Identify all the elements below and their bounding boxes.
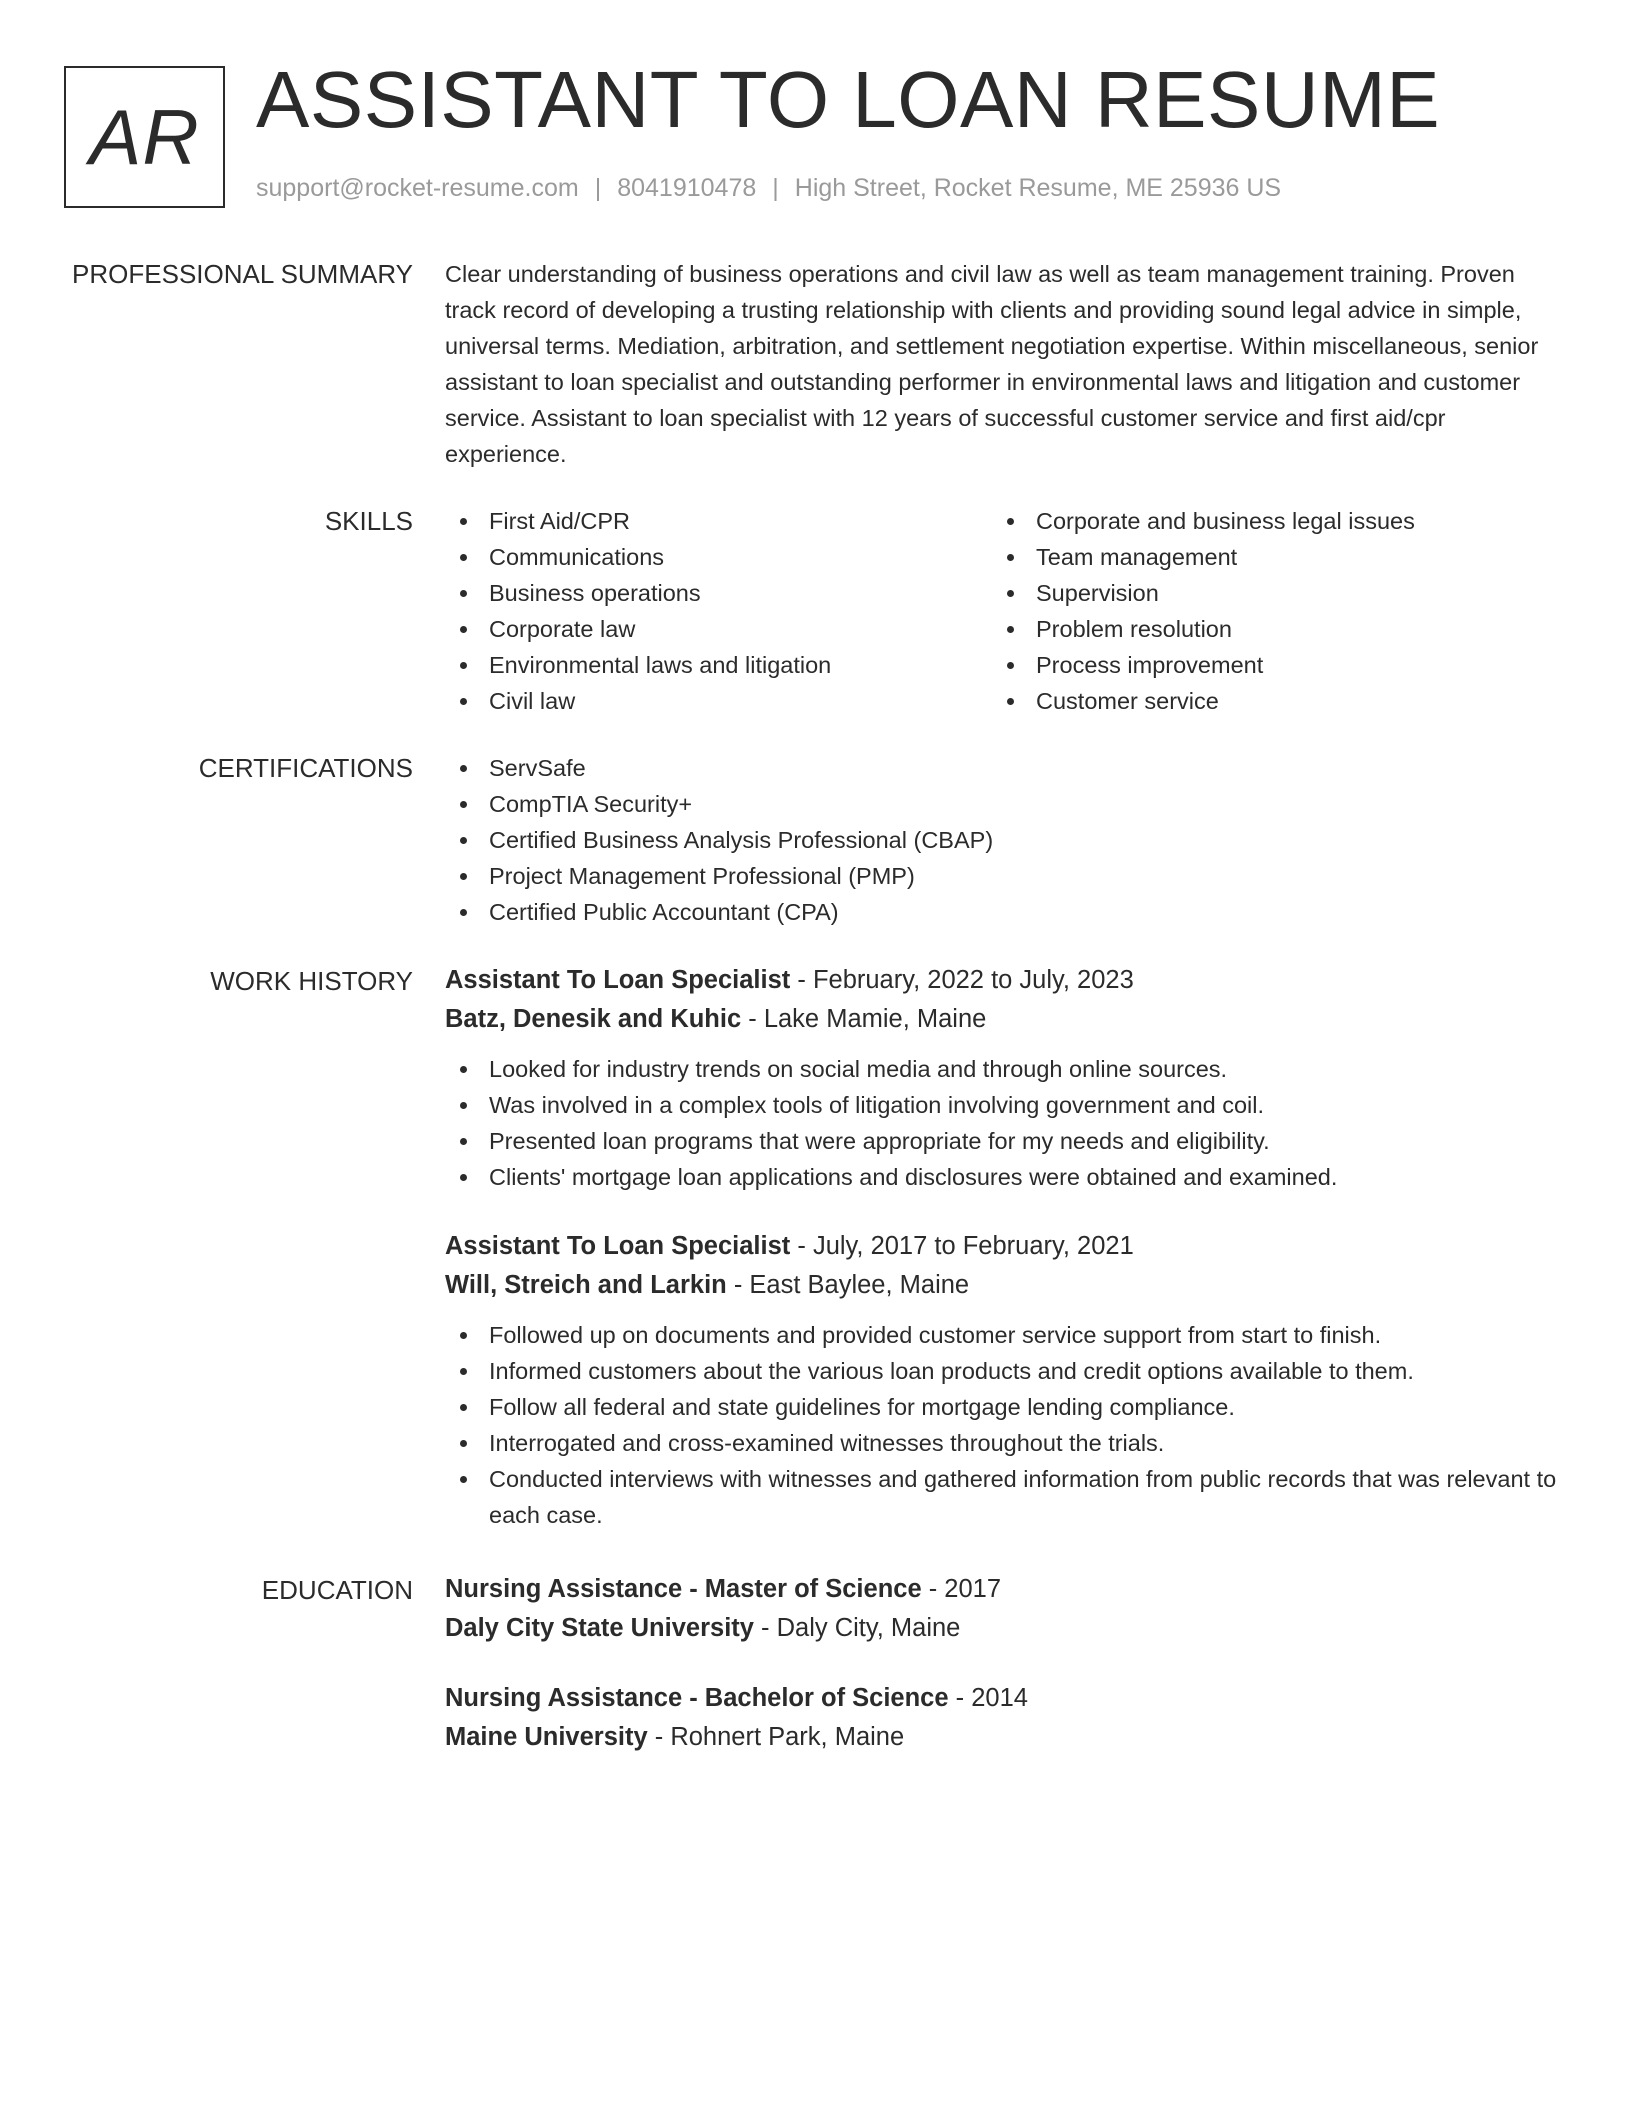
- degree-line: [445, 1570, 1565, 1609]
- job-title-line: [445, 961, 1565, 1000]
- job-title: Assistant To Loan Specialist: [445, 966, 791, 994]
- job-duty: Followed up on documents and provided customer service support from start to finish.: [445, 1317, 1565, 1353]
- skill-item: Business operations: [445, 575, 992, 611]
- job-location: - East Baylee, Maine: [726, 1271, 970, 1299]
- skill-item: Corporate law: [445, 611, 992, 647]
- job-duty: Conducted interviews with witnesses and gathered information from public records that was relevant to each case.: [445, 1461, 1565, 1533]
- skill-item: First Aid/CPR: [445, 503, 992, 539]
- skill-item: Process improvement: [992, 647, 1539, 683]
- degree: Nursing Assistance - Master of Science: [445, 1575, 922, 1603]
- skill-item: Problem resolution: [992, 611, 1539, 647]
- school: Maine University: [445, 1723, 648, 1751]
- skill-item: Communications: [445, 539, 992, 575]
- certification-item: Certified Business Analysis Professional (CBAP): [445, 822, 1565, 858]
- degree: Nursing Assistance - Bachelor of Science: [445, 1684, 949, 1712]
- certification-item: ServSafe: [445, 750, 1565, 786]
- school-location: - Daly City, Maine: [753, 1614, 961, 1642]
- job-company: Batz, Denesik and Kuhic: [445, 1005, 742, 1033]
- job-title: Assistant To Loan Specialist: [445, 1232, 791, 1260]
- degree-line: [445, 1679, 1565, 1718]
- contact-separator: |: [594, 174, 602, 202]
- certifications-list: [445, 750, 1565, 930]
- summary-text: Clear understanding of business operations and civil law as well as team management training. Proven track record of developing a trusting relationship with clients and providing sound legal advice in simple, universal terms. Mediation, arbitration, and settlement negotiation expertise. Within miscellaneous, senior assistant to loan specialist and outstanding performer in environmental laws and litigation and customer service. Assistant to loan specialist with 12 years of successful customer service and first aid/cpr experience.: [445, 261, 1539, 467]
- skill-item: Team management: [992, 539, 1539, 575]
- degree-year: - 2014: [948, 1684, 1028, 1712]
- job-duty: Presented loan programs that were appropriate for my needs and eligibility.: [445, 1123, 1565, 1159]
- job-company-line: [445, 1266, 1565, 1305]
- job-entry: [445, 1227, 1565, 1533]
- skill-item: Civil law: [445, 683, 992, 719]
- job-dates: - February, 2022 to July, 2023: [790, 966, 1134, 994]
- job-entry: [445, 961, 1565, 1195]
- certification-item: Certified Public Accountant (CPA): [445, 894, 1565, 930]
- job-location: - Lake Mamie, Maine: [741, 1005, 987, 1033]
- section-label: SKILLS: [324, 506, 413, 536]
- skills-columns: [445, 503, 1565, 719]
- contact-address: High Street, Rocket Resume, ME 25936 US: [794, 174, 1282, 202]
- job-duties: [445, 1317, 1565, 1533]
- job-duty: Interrogated and cross-examined witnesses throughout the trials.: [445, 1425, 1565, 1461]
- job-duties: [445, 1051, 1565, 1195]
- school-location: - Rohnert Park, Maine: [647, 1723, 905, 1751]
- job-duty: Was involved in a complex tools of litigation involving government and coil.: [445, 1087, 1565, 1123]
- job-company: Will, Streich and Larkin: [445, 1271, 727, 1299]
- job-duty: Looked for industry trends on social media and through online sources.: [445, 1051, 1565, 1087]
- section-label: PROFESSIONAL SUMMARY: [72, 259, 413, 289]
- skill-item: Customer service: [992, 683, 1539, 719]
- monogram-logo: AR: [64, 66, 225, 208]
- job-dates: - July, 2017 to February, 2021: [790, 1232, 1134, 1260]
- education-entry: [445, 1679, 1565, 1757]
- certification-item: Project Management Professional (PMP): [445, 858, 1565, 894]
- certification-item: CompTIA Security+: [445, 786, 1565, 822]
- job-duty: Informed customers about the various loan products and credit options available to them.: [445, 1353, 1565, 1389]
- contact-line: [256, 174, 1281, 203]
- skill-item: Environmental laws and litigation: [445, 647, 992, 683]
- work-history-body: [445, 961, 1565, 1533]
- education-body: [445, 1570, 1565, 1757]
- section-label: CERTIFICATIONS: [198, 753, 413, 783]
- school: Daly City State University: [445, 1614, 754, 1642]
- section-label: EDUCATION: [261, 1575, 413, 1605]
- skill-item: Corporate and business legal issues: [992, 503, 1539, 539]
- contact-phone[interactable]: 8041910478: [617, 174, 757, 202]
- job-duty: Clients' mortgage loan applications and disclosures were obtained and examined.: [445, 1159, 1565, 1195]
- school-line: [445, 1718, 1565, 1757]
- school-line: [445, 1609, 1565, 1648]
- education-entry: [445, 1570, 1565, 1648]
- section-label: WORK HISTORY: [210, 966, 413, 996]
- job-duty: Follow all federal and state guidelines for mortgage lending compliance.: [445, 1389, 1565, 1425]
- job-title-line: [445, 1227, 1565, 1266]
- contact-separator: |: [772, 174, 779, 202]
- skills-list-left: [445, 503, 992, 719]
- skill-item: Supervision: [992, 575, 1539, 611]
- contact-email[interactable]: support@rocket-resume.com: [256, 174, 579, 202]
- resume-title: ASSISTANT TO LOAN RESUME: [256, 55, 1441, 144]
- skills-list-right: [992, 503, 1539, 719]
- job-company-line: [445, 1000, 1565, 1039]
- degree-year: - 2017: [921, 1575, 1002, 1603]
